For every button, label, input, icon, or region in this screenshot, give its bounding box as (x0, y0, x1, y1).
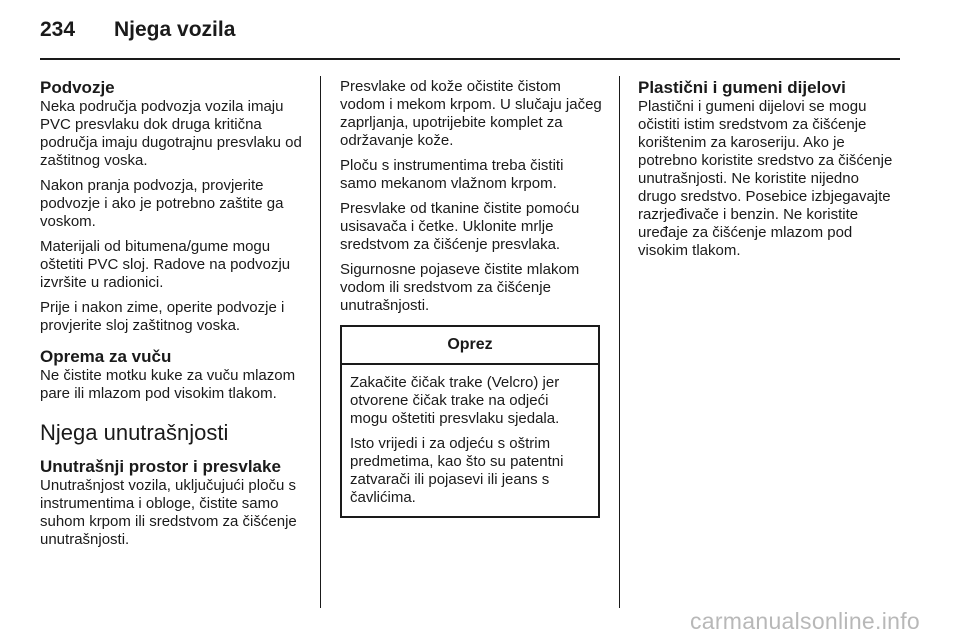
paragraph: Ne čistite motku kuke za vuču mlazom pare ili mlazom pod visokim tlakom. (40, 367, 296, 402)
paragraph: Prije i nakon zime, operite podvozje i provjerite sloj zaštitnog voska. (40, 299, 285, 334)
caution-title: Oprez (342, 327, 598, 365)
paragraph: Materijali od bitumena/gume mogu oštetiti PVC sloj. Radove na podvozju izvršite u radionici. (40, 238, 291, 291)
heading-podvozje: Podvozje (40, 78, 115, 97)
column-2 (340, 78, 602, 518)
column-3 (638, 78, 900, 267)
heading-oprema-za-vucu: Oprema za vuču (40, 347, 172, 366)
paragraph: Nakon pranja podvozja, provjerite podvozje i ako je potrebno zaštite ga voskom. (40, 177, 284, 230)
caution-paragraph: Isto vrijedi i za odjeću s oštrim predmetima, kao što su patentni zatvarači ili pojasevi ili jeans s čavlićima. (350, 435, 564, 506)
paragraph: Presvlake od kože očistite čistom vodom i mekom krpom. U slučaju jačeg zaprljanja, upotrijebite komplet za održavanje kože. (340, 78, 602, 149)
heading-unutrasnji-prostor: Unutrašnji prostor i presvlake (40, 457, 281, 476)
paragraph: Plastični i gumeni dijelovi se mogu očistiti istim sredstvom za čišćenje korištenim za karoseriju. Ako je potrebno koristite sredstvo za čišćenje unutrašnjosti. Ne koristite nijedno drugo sredstvo. Posebice izbjegavajte razrjeđivače i benzin. Ne koristite uređaje za čišćenje mlazom pod visokim tlakom. (638, 98, 893, 259)
caution-body (342, 365, 598, 516)
watermark-text: carmanualsonline.info (689, 608, 920, 634)
heading-plasticni-dijelovi: Plastični i gumeni dijelovi (638, 78, 846, 97)
chapter-heading: Njega unutrašnjosti (40, 420, 229, 445)
header-divider (40, 58, 900, 60)
column-1 (40, 78, 302, 556)
caution-paragraph: Zakačite čičak trake (Velcro) jer otvorene čičak trake na odjeći mogu oštetiti presvlaku sjedala. (350, 374, 560, 427)
paragraph: Unutrašnjost vozila, uključujući ploču s instrumentima i obloge, čistite samo suhom krpom ili sredstvom za čišćenje unutrašnjosti. (40, 477, 297, 548)
caution-box (340, 325, 600, 518)
paragraph: Neka područja podvozja vozila imaju PVC presvlaku dok druga kritična područja imaju dugotrajnu presvlaku od zaštitnog voska. (40, 98, 302, 169)
paragraph: Ploču s instrumentima treba čistiti samo mekanom vlažnom krpom. (340, 157, 564, 192)
column-divider-2 (619, 76, 620, 608)
page-title: Njega vozila (114, 18, 236, 41)
page-header (40, 18, 235, 48)
paragraph: Sigurnosne pojaseve čistite mlakom vodom ili sredstvom za čišćenje unutrašnjosti. (340, 261, 580, 314)
paragraph: Presvlake od tkanine čistite pomoću usisavača i četke. Uklonite mrlje sredstvom za čišćenje presvlaka. (340, 200, 580, 253)
column-divider-1 (320, 76, 321, 608)
page-number: 234 (40, 18, 76, 41)
